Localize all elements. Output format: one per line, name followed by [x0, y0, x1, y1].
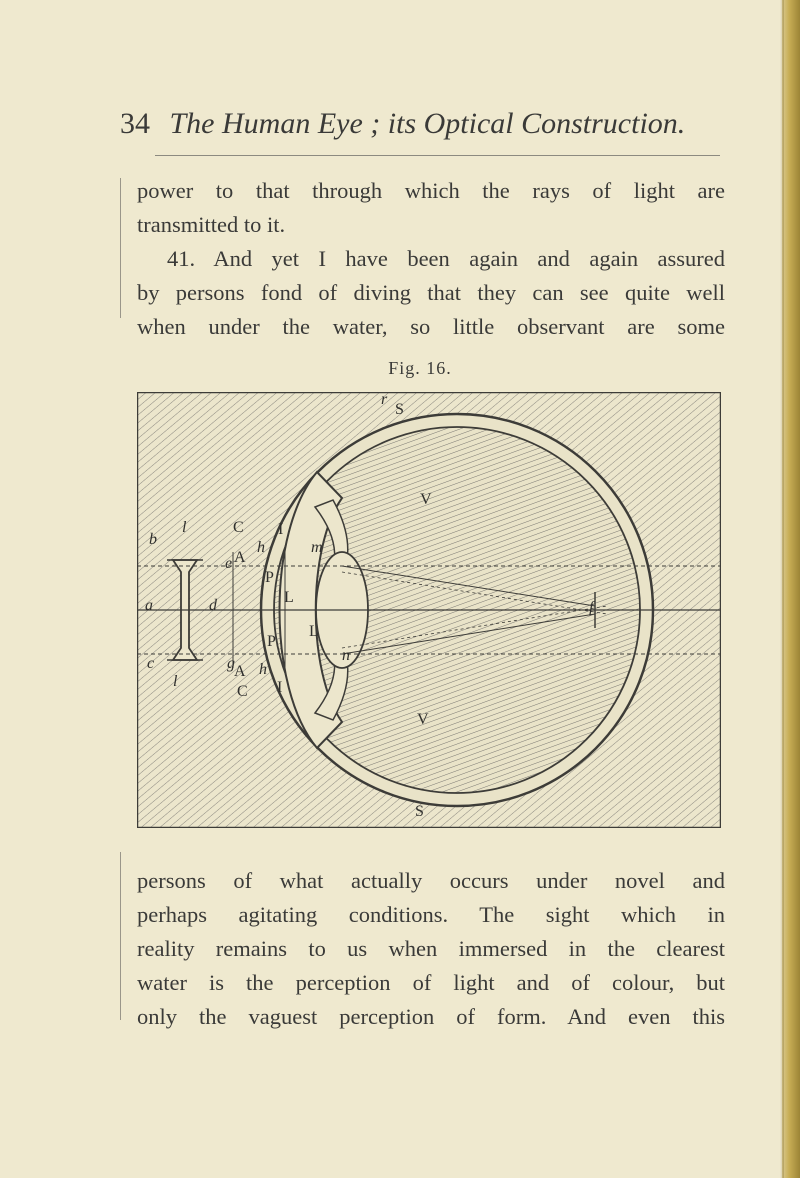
text-line: transmitted to it. — [137, 212, 286, 237]
paragraph-continued — [137, 174, 725, 242]
label-h-top: h — [257, 539, 265, 556]
label-d: d — [209, 597, 217, 614]
margin-line-top — [120, 178, 121, 318]
running-header — [120, 102, 720, 146]
label-c-bottom: C — [237, 683, 248, 700]
label-e: e — [225, 555, 233, 572]
label-h-bottom: h — [259, 661, 267, 678]
header-rule — [155, 155, 720, 156]
label-c-small: c — [147, 655, 155, 672]
label-l-small-top: l — [182, 519, 187, 536]
text-line: when under the water, so little observant are some — [137, 314, 725, 339]
label-p-bottom: P — [267, 633, 276, 650]
page-number: 34 — [120, 107, 150, 140]
text-line: by persons fond of diving that they can see quite well — [137, 280, 725, 305]
label-s-bottom: S — [415, 803, 424, 820]
text-line: water is the perception of light and of colour, but — [137, 970, 725, 995]
label-f: f — [589, 599, 594, 616]
paragraph-41 — [137, 242, 725, 344]
label-l-bottom: L — [309, 623, 319, 640]
text-line: 41. And yet I have been again and again assured — [167, 246, 725, 271]
figure-caption: Fig. 16. — [388, 358, 452, 378]
label-v-bottom: V — [417, 711, 429, 728]
label-r: r — [381, 392, 388, 408]
label-a-top: A — [234, 549, 246, 566]
label-n: n — [342, 647, 350, 664]
text-line: perhaps agitating conditions. The sight which in — [137, 902, 725, 927]
eye-diagram — [137, 392, 721, 828]
label-m: m — [311, 539, 323, 556]
text-line: reality remains to us when immersed in the clearest — [137, 936, 725, 961]
label-c-top: C — [233, 519, 244, 536]
text-line: persons of what actually occurs under novel and — [137, 868, 725, 893]
text-line: power to that through which the rays of light are — [137, 178, 725, 203]
label-i-bottom: I — [277, 679, 283, 696]
paragraph-continued-after-figure — [137, 864, 725, 1034]
margin-line-bottom — [120, 852, 121, 1020]
label-l-top: L — [284, 589, 294, 606]
label-i-top: I — [278, 521, 284, 538]
page-edge — [782, 0, 800, 1178]
label-a-small: a — [145, 597, 153, 614]
label-b: b — [149, 531, 157, 548]
label-g: g — [227, 655, 235, 672]
label-l-small-bottom: l — [173, 673, 178, 690]
text-line: only the vaguest perception of form. And even this — [137, 1004, 725, 1029]
label-v-top: V — [420, 491, 432, 508]
label-p-top: P — [265, 569, 274, 586]
label-a-bottom: A — [234, 663, 246, 680]
running-title: The Human Eye ; its Optical Construction. — [169, 107, 686, 140]
page-edge-shadow — [780, 0, 784, 1178]
label-s-top: S — [395, 401, 404, 418]
